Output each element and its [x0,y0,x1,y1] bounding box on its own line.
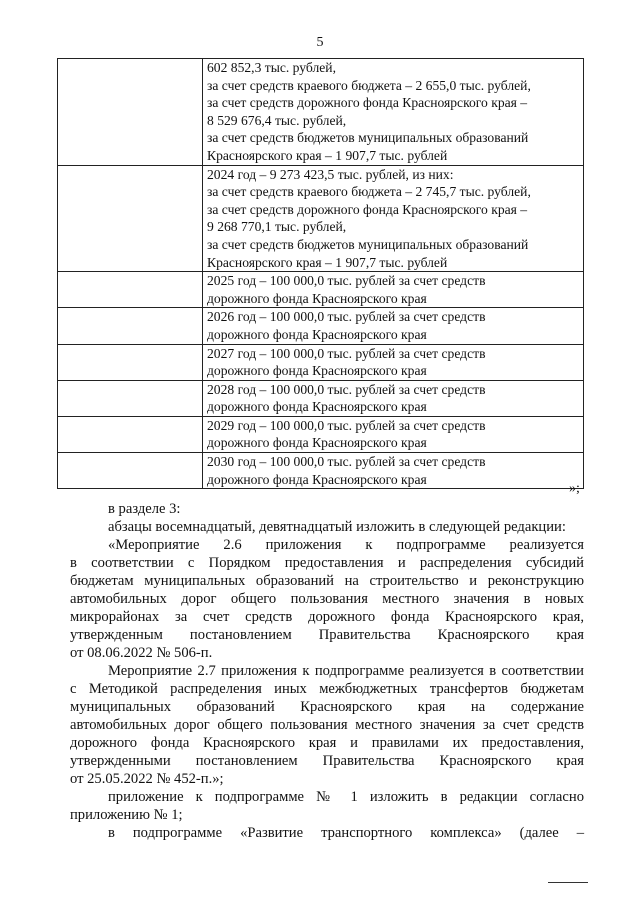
table-row [58,380,584,416]
paragraph-line: бюджетам муниципальных образований на строительство и реконструкцию [70,573,584,589]
table-cell-empty [58,453,203,489]
page-number: 5 [316,35,324,50]
paragraph-line: утвержденными постановлением Правительства Красноярского края [70,753,584,769]
table-cell-line: 2025 год – 100 000,0 тыс. рублей за счет средств [207,273,486,289]
paragraph-line: микрорайонах за счет средств дорожного фонда Красноярского края, [70,609,584,625]
table-cell-empty [58,272,203,308]
table-cell-line: 9 268 770,1 тыс. рублей, [207,219,347,235]
table-row [58,59,584,166]
table-cell-funding [203,59,584,166]
table-cell-funding [203,272,584,308]
table-cell-line: за счет средств краевого бюджета – 2 655,0 тыс. рублей, [207,77,531,93]
paragraph-line: в соответствии с Порядком предоставления и распределения субсидий [70,555,584,571]
paragraph-line: в подпрограмме «Развитие транспортного комплекса» (далее – [108,825,584,841]
table-cell-funding [203,453,584,489]
table-cell-line: за счет средств бюджетов муниципальных образований [207,236,529,252]
paragraph-line: муниципальных образований Красноярского края на содержание [70,699,584,715]
paragraph-line: приложению № 1; [70,807,183,823]
table-cell-line: 602 852,3 тыс. рублей, [207,60,336,75]
paragraph-measure-2-7 [70,662,584,788]
table-row [58,308,584,344]
paragraph-line: от 25.05.2022 № 452-п.»; [70,771,224,787]
paragraph-line: Мероприятие 2.7 приложения к подпрограмме реализуется в соответствии [108,663,584,679]
table-cell-line: дорожного фонда Красноярского края [207,399,427,415]
table-cell-line: 8 529 676,4 тыс. рублей, [207,112,347,128]
paragraph-subprogram [70,824,584,842]
table-cell-empty [58,344,203,380]
table-cell-funding [203,308,584,344]
table-cell-line: 2024 год – 9 273 423,5 тыс. рублей, из них: [207,166,454,182]
instruction-paragraph: абзацы восемнадцатый, девятнадцатый изложить в следующей редакции: [108,519,566,535]
table-cell-line: 2028 год – 100 000,0 тыс. рублей за счет средств [207,381,486,397]
document-body [70,500,584,842]
paragraph-line: автомобильных дорог общего пользования местного значения за счет средств [70,717,584,733]
budget-table [57,58,584,489]
paragraph-line: утвержденным постановлением Правительства Красноярского края [70,627,584,643]
table-cell-line: за счет средств краевого бюджета – 2 745,7 тыс. рублей, [207,184,531,200]
table-cell-line: Красноярского края – 1 907,7 тыс. рублей [207,147,448,163]
table-cell-line: за счет средств дорожного фонда Красноярского края – [207,95,528,111]
table-row [58,453,584,489]
paragraph-appendix [70,788,584,824]
paragraph-line: приложение к подпрограмме № 1 изложить в редакции согласно [108,789,584,805]
table-cell-line: 2027 год – 100 000,0 тыс. рублей за счет средств [207,345,486,361]
table-cell-empty [58,59,203,166]
table-row [58,165,584,272]
table-row [58,416,584,452]
paragraph-line: «Мероприятие 2.6 приложения к подпрограмме реализуется [108,537,584,553]
table-cell-funding [203,344,584,380]
table-cell-line: за счет средств дорожного фонда Красноярского края – [207,201,528,217]
table-cell-line: за счет средств бюджетов муниципальных образований [207,130,529,146]
paragraph-line: от 08.06.2022 № 506-п. [70,645,213,661]
table-cell-line: дорожного фонда Красноярского края [207,326,427,342]
paragraph-line: с Методикой распределения иных межбюджетных трансфертов бюджетам [70,681,584,697]
table-cell-line: 2030 год – 100 000,0 тыс. рублей за счет средств [207,454,486,470]
table-cell-line: дорожного фонда Красноярского края [207,471,427,487]
table-cell-empty [58,416,203,452]
table-cell-funding [203,165,584,272]
table-cell-empty [58,308,203,344]
table-cell-line: Красноярского края – 1 907,7 тыс. рублей [207,254,448,270]
table-row [58,272,584,308]
section-intro: в разделе 3: [108,501,181,517]
table-cell-funding [203,416,584,452]
paragraph-measure-2-6 [70,536,584,662]
table-row [58,344,584,380]
table-cell-line: 2026 год – 100 000,0 тыс. рублей за счет средств [207,309,486,325]
table-cell-line: дорожного фонда Красноярского края [207,435,427,451]
table-cell-line: дорожного фонда Красноярского края [207,290,427,306]
paragraph-line: дорожного фонда Красноярского края и правилами их предоставления, [70,735,584,751]
table-cell-line: 2029 год – 100 000,0 тыс. рублей за счет средств [207,417,486,433]
table-cell-funding [203,380,584,416]
table-cell-empty [58,165,203,272]
footer-rule [548,882,588,883]
table-cell-line: дорожного фонда Красноярского края [207,363,427,379]
paragraph-line: автомобильных дорог общего пользования местного значения в новых [70,591,584,607]
table-cell-empty [58,380,203,416]
closing-quote: »; [569,481,580,496]
